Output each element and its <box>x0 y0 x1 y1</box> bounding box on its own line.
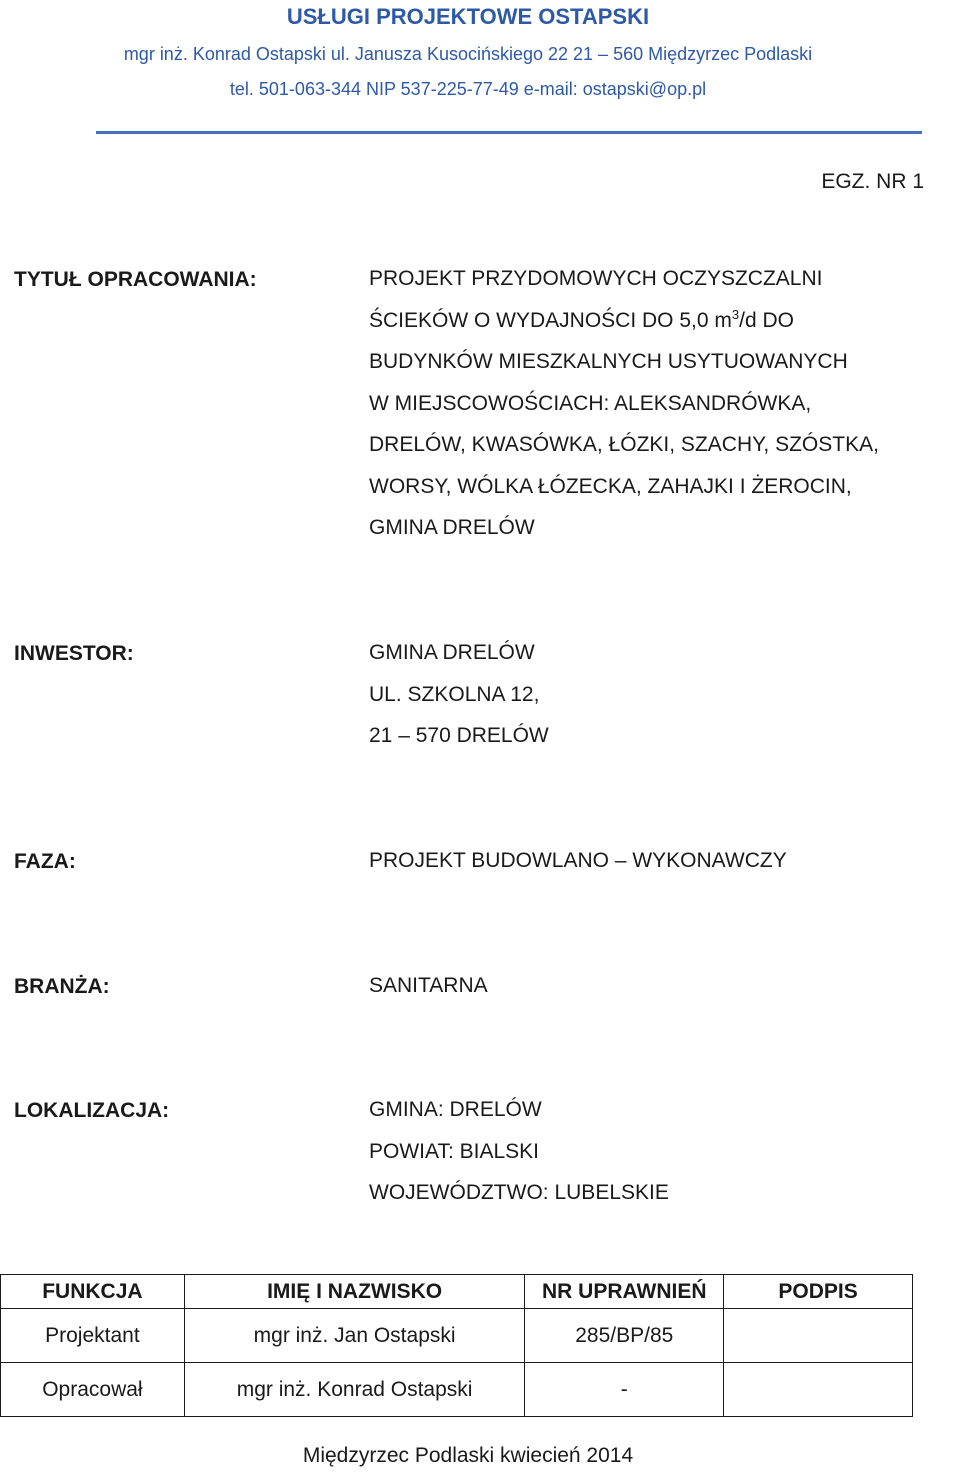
location-line: POWIAT: BIALSKI <box>369 1139 539 1163</box>
title-line: W MIEJSCOWOŚCIACH: ALEKSANDRÓWKA, <box>369 391 812 415</box>
copy-number: EGZ. NR 1 <box>821 170 924 193</box>
title-value <box>369 258 879 549</box>
investor-line: UL. SZKOLNA 12, <box>369 682 540 706</box>
table-header-row <box>1 1275 913 1309</box>
company-contact: tel. 501-063-344 NIP 537-225-77-49 e-mail: ostapski@op.pl <box>229 79 707 99</box>
cell-signature <box>724 1363 913 1417</box>
title-line: BUDYNKÓW MIESZKALNYCH USYTUOWANYCH <box>369 350 848 373</box>
header-divider <box>96 131 922 134</box>
header-name: IMIĘ I NAZWISKO <box>184 1275 525 1309</box>
header-function: FUNKCJA <box>1 1275 185 1309</box>
phase-value: PROJEKT BUDOWLANO – WYKONAWCZY <box>369 849 787 872</box>
title-label: TYTUŁ OPRACOWANIA: <box>14 268 257 291</box>
location-label: LOKALIZACJA: <box>14 1099 170 1122</box>
branch-value: SANITARNA <box>369 974 488 997</box>
cell-name: mgr inż. Jan Ostapski <box>184 1309 525 1363</box>
location-line: GMINA: DRELÓW <box>369 1098 542 1121</box>
investor-line: GMINA DRELÓW <box>369 641 535 664</box>
company-name: USŁUGI PROJEKTOWE OSTAPSKI <box>286 4 650 29</box>
cell-license: 285/BP/85 <box>525 1309 724 1363</box>
title-line: DRELÓW, KWASÓWKA, ŁÓZKI, SZACHY, SZÓSTKA, <box>369 433 879 456</box>
cell-signature <box>724 1309 913 1363</box>
cell-function: Projektant <box>1 1309 185 1363</box>
cell-license: - <box>525 1363 724 1417</box>
title-line: ŚCIEKÓW O WYDAJNOŚCI DO 5,0 $m^3/d$ DO <box>369 306 794 332</box>
header-signature: PODPIS <box>724 1275 913 1309</box>
investor-line: 21 – 570 DRELÓW <box>369 724 549 747</box>
investor-label: INWESTOR: <box>14 642 134 665</box>
signature-table <box>0 1274 913 1417</box>
cell-function: Opracował <box>1 1363 185 1417</box>
cell-name: mgr inż. Konrad Ostapski <box>184 1363 525 1417</box>
location-line: WOJEWÓDZTWO: LUBELSKIE <box>369 1181 669 1204</box>
company-address: mgr inż. Konrad Ostapski ul. Janusza Kusocińskiego 22 21 – 560 Międzyrzec Podlaski <box>123 44 813 64</box>
investor-value <box>369 632 549 757</box>
footer-place-date: Międzyrzec Podlaski kwiecień 2014 <box>302 1444 634 1467</box>
branch-label: BRANŻA: <box>14 975 110 998</box>
title-line: PROJEKT PRZYDOMOWYCH OCZYSZCZALNI <box>369 267 823 290</box>
table-row <box>1 1309 913 1363</box>
title-line: GMINA DRELÓW <box>369 516 535 539</box>
phase-label: FAZA: <box>14 850 76 873</box>
title-line: WORSY, WÓLKA ŁÓZECKA, ZAHAJKI I ŻEROCIN, <box>369 474 852 498</box>
location-value <box>369 1089 669 1214</box>
table-row <box>1 1363 913 1417</box>
header-license: NR UPRAWNIEŃ <box>525 1275 724 1309</box>
